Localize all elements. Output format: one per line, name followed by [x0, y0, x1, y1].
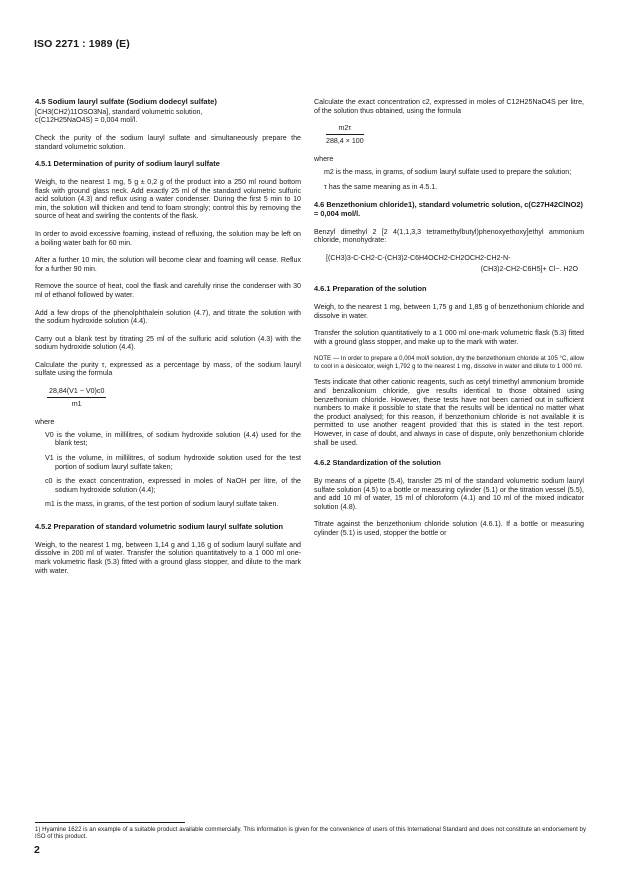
paragraph-titrate: Titrate against the benzethonium chloride solution (4.6.1). If a bottle or measuring cylinder (5.1) is used, stopper the bottle or — [314, 520, 584, 537]
chemical-formula-line-2: (CH3)2-CH2-C6H5]+ Cl−. H2O — [480, 264, 578, 273]
section-4-5-1-heading: 4.5.1 Determination of purity of sodium lauryl sulfate — [35, 159, 220, 169]
section-4-5-heading: 4.5 Sodium lauryl sulfate (Sodium dodecyl sulfate) — [35, 97, 217, 106]
purity-formula-denominator: m1 — [71, 399, 82, 408]
paragraph-weigh-benzethonium: Weigh, to the nearest 1 mg, between 1,75 g and 1,85 g of benzethonium chloride and dissolve in water. — [314, 302, 584, 320]
definition-tau: τ has the same meaning as in 4.5.1. — [324, 182, 438, 191]
concentration-formula — [326, 124, 584, 145]
paragraph-add-phenolphthalein: Add a few drops of the phenolphthalein solution (4.7), and titrate the solution with the sodium hydroxide solution (4.4). — [35, 308, 301, 326]
where-label-right: where — [314, 155, 334, 164]
paragraph-cationic-reagents: Tests indicate that other cationic reagents, such as cetyl trimethyl ammonium bromide and benzalkonium chloride, give results identical to those obtained using benzethonium chloride. However, these tests have not been carried out in sufficient numbers to make it possible to state that the results will be identical no matter what the product analysed; for this reason, if benzethonium chloride is not available it is permitted to use another reagent provided that this is stated in the test report. However, in case of doubt, and always in case of dispute, only benzethonium chloride shall be used. — [314, 378, 584, 447]
definition-v0: V0 is the volume, in millilitres, of sodium hydroxide solution (4.4) used for the blank test; — [45, 430, 301, 448]
section-4-5-formula-line: [CH3(CH2)11OSO3Na], standard volumetric solution, — [35, 107, 203, 116]
paragraph-transfer-solution: Transfer the solution quantitatively to a 1 000 ml one-mark volumetric flask (5.3) fitted with a ground glass stopper, and make up to the mark with water. — [314, 329, 584, 346]
section-4-6-1-heading: 4.6.1 Preparation of the solution — [314, 284, 427, 294]
section-4-5-2-heading: 4.5.2 Preparation of standard volumetric sodium lauryl sulfate solution — [35, 522, 284, 531]
paragraph-weigh-lauryl-sulfate: Weigh, to the nearest 1 mg, between 1,14 g and 1,16 g of sodium lauryl sulfate and dissolve in 200 ml of water. Transfer the solution quantitatively to a 1 000 ml one-mark volumetric flask (5.3) fitted with a ground glass stopper, and dilute to the mark with water. — [35, 540, 301, 575]
document-header: ISO 2271 : 1989 (E) — [34, 38, 130, 50]
paragraph-weigh-product: Weigh, to the nearest 1 mg, 5 g ± 0,2 g of the product into a 250 ml round bottom flask with ground glass neck. Add exactly 25 ml of the standard volumetric sulfuric acid solution (4.3) and reflux using a water condenser. During the first 5 min to 10 min, the solution will thicken and tend to foam strongly; control this by removing the source of heat and swirling the contents of the flask. — [35, 177, 301, 221]
page-number: 2 — [34, 844, 40, 856]
paragraph-further-reflux: After a further 10 min, the solution will become clear and foaming will cease. Reflux for a further 90 min. — [35, 256, 301, 273]
footnote: 1) Hyamine 1622 is an example of a suitable product available commercially. This information is given for the convenience of users of this International Standard and does not constitute an endorsement by ISO of this product. — [35, 826, 586, 841]
section-4-6-2-heading: 4.6.2 Standardization of the solution — [314, 458, 441, 468]
footnote-divider — [35, 822, 185, 823]
definition-m2: m2 is the mass, in grams, of sodium lauryl sulfate used to prepare the solution; — [324, 167, 572, 176]
where-label: where — [35, 418, 55, 427]
paragraph-avoid-foaming: In order to avoid excessive foaming, instead of refluxing, the solution may be left on a boiling water bath for 60 min. — [35, 229, 301, 247]
paragraph-remove-heat: Remove the source of heat, cool the flask and carefully rinse the condenser with 30 ml of ethanol followed by water. — [35, 282, 301, 299]
purity-formula — [47, 387, 301, 408]
section-4-5-concentration: c(C12H25NaO4S) = 0,004 mol/l. — [35, 116, 138, 125]
paragraph-pipette-transfer: By means of a pipette (5.4), transfer 25 ml of the standard volumetric sodium lauryl sulfate solution (4.5) to a bottle or measuring cylinder (5.1) or the titration vessel (5.5), and add 10 ml of water, 15 ml of chloroform (4.1) and 10 ml of the mixed indicator solution (4.8). — [314, 477, 584, 511]
left-column — [35, 98, 301, 584]
concentration-formula-numerator: m2τ — [326, 124, 364, 135]
definition-v1: V1 is the volume, in millilitres, of sodium hydroxide solution used for the test portion of sodium lauryl sulfate taken; — [45, 454, 301, 471]
note-preparation: NOTE — In order to prepare a 0,004 mol/l solution, dry the benzethonium chloride at 105 °C, allow to cool in a desiccator, weigh 1,792 g to the nearest 1 mg, dissolve in water and dilute to 1 000 ml. — [314, 355, 584, 370]
definition-c0: c0 is the exact concentration, expressed in moles of NaOH per litre, of the sodium hydroxide solution (4.4); — [45, 477, 301, 494]
chemical-formula-line-1: [(CH3)3-C-CH2-C-(CH3)2-C6H4OCH2-CH2OCH2-CH2-N- — [326, 253, 511, 262]
paragraph-exact-concentration: Calculate the exact concentration c2, expressed in moles of C12H25NaO4S per litre, of the solution thus obtained, using the formula — [314, 98, 584, 115]
paragraph-blank-test: Carry out a blank test by titrating 25 ml of the sulfuric acid solution (4.3) with the sodium hydroxide solution (4.4). — [35, 334, 301, 352]
purity-formula-numerator: 28,84(V1 − V0)c0 — [47, 387, 106, 398]
paragraph-benzyl-dimethyl: Benzyl dimethyl 2 [2 4(1,1,3,3 tetramethylbutyl)phenoxyethoxy]ethyl ammonium chloride, monohydrate: — [314, 227, 584, 245]
paragraph-calculate-purity: Calculate the purity τ, expressed as a percentage by mass, of the sodium lauryl sulfate using the formula — [35, 360, 301, 378]
paragraph-check-purity: Check the purity of the sodium lauryl sulfate and simultaneously prepare the standard volumetric solution. — [35, 133, 301, 151]
concentration-formula-denominator: 288,4 × 100 — [326, 136, 364, 145]
right-column — [314, 98, 584, 547]
definition-m1: m1 is the mass, in grams, of the test portion of sodium lauryl sulfate taken. — [45, 500, 279, 509]
section-4-6-heading: 4.6 Benzethonium chloride1), standard volumetric solution, c(C27H42ClNO2) = 0,004 mol/l. — [314, 200, 583, 218]
